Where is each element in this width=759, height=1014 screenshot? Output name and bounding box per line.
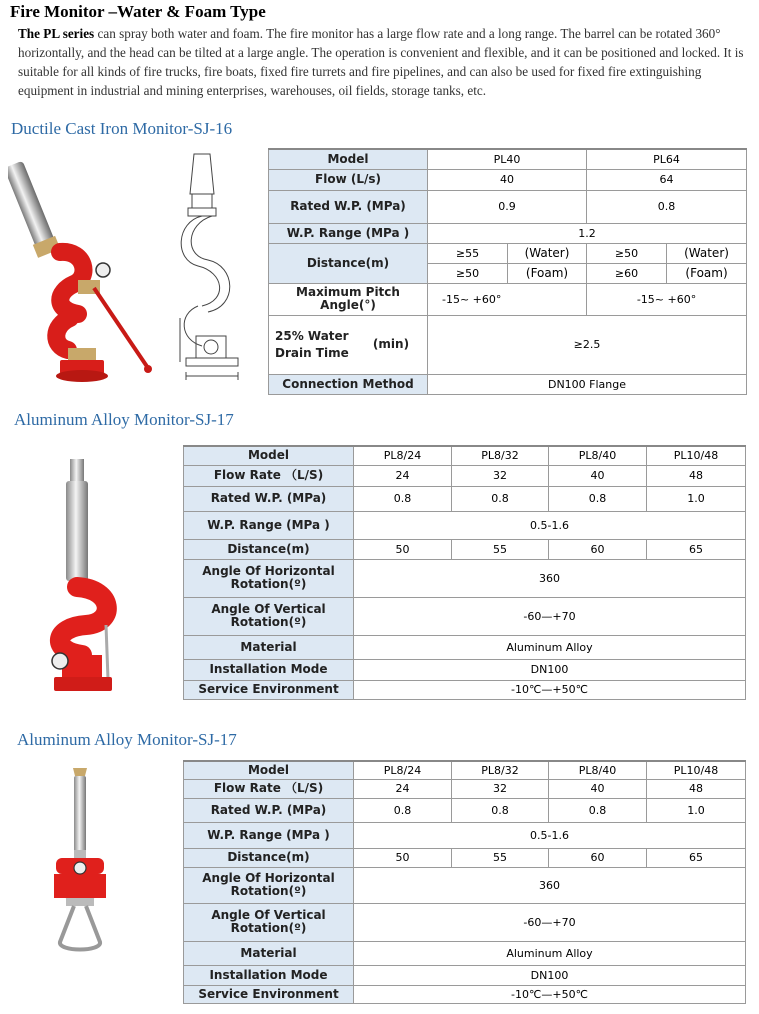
model-cell: PL8/40 xyxy=(549,446,647,465)
distance-label: Distance(m) xyxy=(269,243,428,283)
material-cell: Aluminum Alloy xyxy=(354,941,746,965)
model-cell: PL8/32 xyxy=(452,761,549,779)
distance-cell: ≥50 xyxy=(587,243,667,263)
wp-label: Rated W.P. (MPa) xyxy=(269,190,428,223)
range-cell: 0.5-1.6 xyxy=(354,511,746,539)
row-distance xyxy=(184,539,746,559)
material-label: Material xyxy=(184,941,354,965)
row-wp xyxy=(184,798,746,822)
flow-cell: 48 xyxy=(647,779,746,798)
wp-cell: 1.0 xyxy=(647,798,746,822)
range-cell: 0.5-1.6 xyxy=(354,822,746,848)
aluminum-monitor-photo-b xyxy=(40,764,130,964)
distance-cell: 55 xyxy=(452,848,549,867)
row-model xyxy=(184,446,746,465)
spec-table-sj16 xyxy=(268,148,747,395)
wp-cell: 0.8 xyxy=(452,798,549,822)
intro-text: can spray both water and foam. The fire monitor has a large flow rate and a long range. The barrel can be rotated 360° horizontally, and the head can be tilted at a large angle. The operation is convenient and flexible, and it can be positioned and locked. It is suitable for all kinds of fire trucks, fire boats, fixed fire turrets and fire pipelines, and can also be used for fixed fire extinguishing equipment in industrial and mining enterprises, warehouses, oil fields, storage tanks, etc. xyxy=(18,26,744,98)
horizontal-cell: 360 xyxy=(354,559,746,597)
vertical-label: Angle Of Vertical Rotation(º) xyxy=(184,903,354,941)
flow-label: Flow (L/s) xyxy=(269,169,428,190)
model-label: Model xyxy=(184,446,354,465)
row-horizontal xyxy=(184,559,746,597)
wp-cell: 0.8 xyxy=(354,486,452,511)
distance-label: Distance(m) xyxy=(184,848,354,867)
drain-cell: ≥2.5 xyxy=(428,315,747,374)
row-material xyxy=(184,635,746,659)
row-flow xyxy=(269,169,747,190)
environment-cell: -10℃—+50℃ xyxy=(354,985,746,1003)
wp-label: Rated W.P. (MPa) xyxy=(184,798,354,822)
distance-cell: 60 xyxy=(549,848,647,867)
vertical-cell: -60—+70 xyxy=(354,903,746,941)
ductile-monitor-photo xyxy=(8,150,158,390)
flow-cell: 40 xyxy=(428,169,587,190)
row-range xyxy=(184,822,746,848)
model-cell: PL10/48 xyxy=(647,446,746,465)
installation-label: Installation Mode xyxy=(184,965,354,985)
wp-cell: 0.8 xyxy=(549,798,647,822)
drain-label-cell xyxy=(269,315,428,374)
spec-table-sj17-a xyxy=(183,445,746,700)
wp-cell: 0.8 xyxy=(549,486,647,511)
pitch-label: Maximum Pitch Angle(°) xyxy=(269,283,428,315)
range-label: W.P. Range (MPa ) xyxy=(184,822,354,848)
model-cell: PL10/48 xyxy=(647,761,746,779)
row-installation xyxy=(184,659,746,680)
row-vertical xyxy=(184,903,746,941)
wp-cell: 0.8 xyxy=(587,190,747,223)
spec-table-sj17-b xyxy=(183,760,746,1004)
distance-cell: 50 xyxy=(354,539,452,559)
flow-cell: 24 xyxy=(354,465,452,486)
installation-label: Installation Mode xyxy=(184,659,354,680)
row-flow xyxy=(184,779,746,798)
row-distance-water xyxy=(269,243,747,263)
wp-label: Rated W.P. (MPa) xyxy=(184,486,354,511)
distance-cell: ≥50 xyxy=(428,263,508,283)
flow-cell: 32 xyxy=(452,779,549,798)
distance-cell: ≥60 xyxy=(587,263,667,283)
installation-cell: DN100 xyxy=(354,965,746,985)
wp-cell: 0.8 xyxy=(354,798,452,822)
flow-cell: 48 xyxy=(647,465,746,486)
water-tag: (Water) xyxy=(508,243,587,263)
model-cell: PL8/40 xyxy=(549,761,647,779)
flow-cell: 40 xyxy=(549,465,647,486)
drain-label: 25% Water Drain Time xyxy=(275,328,349,360)
row-vertical xyxy=(184,597,746,635)
pitch-cell: -15~ +60° xyxy=(587,283,747,315)
horizontal-cell: 360 xyxy=(354,867,746,903)
wp-cell: 0.8 xyxy=(452,486,549,511)
material-label: Material xyxy=(184,635,354,659)
installation-cell: DN100 xyxy=(354,659,746,680)
vertical-label: Angle Of Vertical Rotation(º) xyxy=(184,597,354,635)
distance-cell: 55 xyxy=(452,539,549,559)
flow-cell: 40 xyxy=(549,779,647,798)
distance-cell: 65 xyxy=(647,539,746,559)
range-label: W.P. Range (MPa ) xyxy=(184,511,354,539)
distance-cell: 60 xyxy=(549,539,647,559)
aluminum-monitor-photo-a xyxy=(30,455,130,705)
row-environment xyxy=(184,680,746,699)
row-model xyxy=(269,149,747,169)
model-cell: PL64 xyxy=(587,149,747,169)
row-horizontal xyxy=(184,867,746,903)
connection-label: Connection Method xyxy=(269,374,428,394)
wp-cell: 0.9 xyxy=(428,190,587,223)
row-wp xyxy=(184,486,746,511)
row-wp xyxy=(269,190,747,223)
row-flow xyxy=(184,465,746,486)
horizontal-label: Angle Of Horizontal Rotation(º) xyxy=(184,559,354,597)
row-range xyxy=(269,223,747,243)
environment-cell: -10℃—+50℃ xyxy=(354,680,746,699)
distance-cell: 65 xyxy=(647,848,746,867)
section-title-sj17-b: Aluminum Alloy Monitor-SJ-17 xyxy=(17,730,237,749)
distance-cell: ≥55 xyxy=(428,243,508,263)
intro-lead: The PL series xyxy=(18,26,95,41)
pitch-cell: -15~ +60° xyxy=(428,283,587,315)
flow-label: Flow Rate （L/S) xyxy=(184,779,354,798)
distance-label: Distance(m) xyxy=(184,539,354,559)
model-cell: PL8/32 xyxy=(452,446,549,465)
foam-tag: (Foam) xyxy=(667,263,747,283)
intro-paragraph xyxy=(18,24,750,100)
row-environment xyxy=(184,985,746,1003)
ductile-monitor-drawing xyxy=(168,150,260,382)
row-drain xyxy=(269,315,747,374)
horizontal-label: Angle Of Horizontal Rotation(º) xyxy=(184,867,354,903)
range-label: W.P. Range (MPa ) xyxy=(269,223,428,243)
water-tag: (Water) xyxy=(667,243,747,263)
row-range xyxy=(184,511,746,539)
range-cell: 1.2 xyxy=(428,223,747,243)
wp-cell: 1.0 xyxy=(647,486,746,511)
model-cell: PL8/24 xyxy=(354,446,452,465)
section-title-sj16: Ductile Cast Iron Monitor-SJ-16 xyxy=(11,119,233,138)
flow-cell: 24 xyxy=(354,779,452,798)
row-installation xyxy=(184,965,746,985)
row-pitch xyxy=(269,283,747,315)
connection-cell: DN100 Flange xyxy=(428,374,747,394)
model-cell: PL8/24 xyxy=(354,761,452,779)
row-distance xyxy=(184,848,746,867)
section-title-sj17-a: Aluminum Alloy Monitor-SJ-17 xyxy=(14,410,234,429)
drain-unit: (min) xyxy=(372,337,410,351)
model-label: Model xyxy=(184,761,354,779)
page-title: Fire Monitor –Water & Foam Type xyxy=(10,2,266,21)
row-model xyxy=(184,761,746,779)
row-connection xyxy=(269,374,747,394)
flow-label: Flow Rate （L/S) xyxy=(184,465,354,486)
material-cell: Aluminum Alloy xyxy=(354,635,746,659)
flow-cell: 64 xyxy=(587,169,747,190)
flow-cell: 32 xyxy=(452,465,549,486)
row-material xyxy=(184,941,746,965)
model-cell: PL40 xyxy=(428,149,587,169)
foam-tag: (Foam) xyxy=(508,263,587,283)
environment-label: Service Environment xyxy=(184,680,354,699)
model-label: Model xyxy=(269,149,428,169)
distance-cell: 50 xyxy=(354,848,452,867)
environment-label: Service Environment xyxy=(184,985,354,1003)
vertical-cell: -60—+70 xyxy=(354,597,746,635)
